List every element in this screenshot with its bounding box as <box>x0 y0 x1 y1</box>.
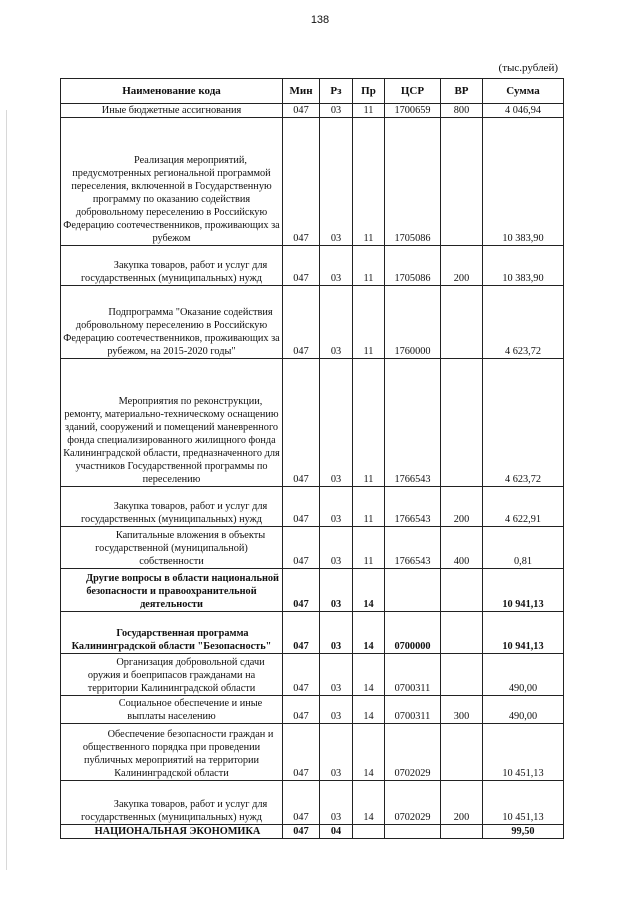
col-header-pr: Пр <box>353 79 385 104</box>
row-sum: 0,81 <box>483 527 564 569</box>
row-pr: 14 <box>353 724 385 781</box>
row-pr: 14 <box>353 612 385 654</box>
col-header-min: Мин <box>283 79 320 104</box>
row-rz: 03 <box>320 654 353 696</box>
row-pr: 11 <box>353 527 385 569</box>
row-name-cell <box>61 696 283 724</box>
row-csr: 0700311 <box>385 696 441 724</box>
row-min: 047 <box>283 246 320 286</box>
row-pr: 11 <box>353 487 385 527</box>
row-vr: 300 <box>441 696 483 724</box>
table-row <box>61 118 564 246</box>
row-sum: 10 383,90 <box>483 246 564 286</box>
table-row <box>61 781 564 825</box>
row-rz: 03 <box>320 569 353 612</box>
row-rz: 03 <box>320 487 353 527</box>
row-min: 047 <box>283 527 320 569</box>
row-name-cell <box>61 527 283 569</box>
row-vr <box>441 654 483 696</box>
row-pr <box>353 825 385 839</box>
row-vr <box>441 612 483 654</box>
col-header-sum: Сумма <box>483 79 564 104</box>
row-rz: 03 <box>320 724 353 781</box>
table-row <box>61 569 564 612</box>
row-vr: 200 <box>441 781 483 825</box>
row-pr: 11 <box>353 104 385 118</box>
row-sum: 4 623,72 <box>483 286 564 359</box>
units-label: (тыс.рублей) <box>498 62 558 74</box>
row-vr <box>441 569 483 612</box>
row-csr: 1766543 <box>385 359 441 487</box>
table-header-row <box>61 79 564 104</box>
row-min: 047 <box>283 696 320 724</box>
row-vr <box>441 286 483 359</box>
row-csr <box>385 569 441 612</box>
row-name: НАЦИОНАЛЬНАЯ ЭКОНОМИКА <box>94 826 261 837</box>
row-csr: 0700000 <box>385 612 441 654</box>
row-pr: 11 <box>353 118 385 246</box>
row-csr: 0700311 <box>385 654 441 696</box>
row-name-cell <box>61 612 283 654</box>
row-rz: 03 <box>320 286 353 359</box>
row-name-cell <box>61 825 283 839</box>
row-rz: 03 <box>320 104 353 118</box>
row-csr: 1766543 <box>385 527 441 569</box>
row-name: Другие вопросы в области национальной безопасности и правоохранительной деятельности <box>86 573 279 610</box>
row-pr: 14 <box>353 569 385 612</box>
scan-edge-line <box>6 110 7 870</box>
row-name: Закупка товаров, работ и услуг для государственных (муниципальных) нужд <box>81 260 268 284</box>
row-pr: 14 <box>353 781 385 825</box>
table-row <box>61 825 564 839</box>
row-sum: 99,50 <box>483 825 564 839</box>
row-vr <box>441 359 483 487</box>
page-number: 138 <box>310 14 330 26</box>
row-name: Подпрограмма "Оказание содействия добровольному переселению в Российскую Федерацию соотечественников, проживающих за рубежом, на 2015-2020 годы" <box>63 307 280 357</box>
row-csr: 1766543 <box>385 487 441 527</box>
row-csr: 1705086 <box>385 246 441 286</box>
col-header-rz: Рз <box>320 79 353 104</box>
row-min: 047 <box>283 612 320 654</box>
row-csr: 1760000 <box>385 286 441 359</box>
table-row <box>61 246 564 286</box>
table-row <box>61 696 564 724</box>
row-name: Иные бюджетные ассигнования <box>61 104 283 118</box>
row-name: Обеспечение безопасности граждан и общественного порядка при проведении публичных мероприятий на территории Калининградской области <box>82 729 274 779</box>
row-vr <box>441 825 483 839</box>
row-csr: 1705086 <box>385 118 441 246</box>
row-csr: 0702029 <box>385 724 441 781</box>
row-name: Закупка товаров, работ и услуг для государственных (муниципальных) нужд <box>81 501 268 525</box>
row-name-cell <box>61 359 283 487</box>
row-name-cell <box>61 118 283 246</box>
row-min: 047 <box>283 118 320 246</box>
row-sum: 10 383,90 <box>483 118 564 246</box>
row-sum: 490,00 <box>483 654 564 696</box>
row-min: 047 <box>283 569 320 612</box>
row-pr: 11 <box>353 286 385 359</box>
row-name-cell <box>61 487 283 527</box>
row-vr <box>441 724 483 781</box>
row-rz: 03 <box>320 781 353 825</box>
row-name-cell <box>61 286 283 359</box>
row-min: 047 <box>283 654 320 696</box>
row-name-cell <box>61 654 283 696</box>
row-pr: 11 <box>353 359 385 487</box>
row-min: 047 <box>283 104 320 118</box>
row-pr: 14 <box>353 654 385 696</box>
row-sum: 4 046,94 <box>483 104 564 118</box>
row-min: 047 <box>283 825 320 839</box>
row-rz: 03 <box>320 612 353 654</box>
row-name-cell <box>61 569 283 612</box>
row-vr: 200 <box>441 487 483 527</box>
row-name: Закупка товаров, работ и услуг для государственных (муниципальных) нужд <box>81 799 268 823</box>
table-row <box>61 724 564 781</box>
row-rz: 03 <box>320 118 353 246</box>
row-sum: 10 941,13 <box>483 569 564 612</box>
row-csr: 0702029 <box>385 781 441 825</box>
row-min: 047 <box>283 781 320 825</box>
row-rz: 03 <box>320 527 353 569</box>
row-sum: 10 451,13 <box>483 781 564 825</box>
table-row <box>61 527 564 569</box>
row-name: Социальное обеспечение и иные выплаты населению <box>118 698 263 722</box>
row-sum: 4 623,72 <box>483 359 564 487</box>
table-row <box>61 104 564 118</box>
row-min: 047 <box>283 286 320 359</box>
row-sum: 4 622,91 <box>483 487 564 527</box>
row-name-cell <box>61 246 283 286</box>
row-sum: 10 941,13 <box>483 612 564 654</box>
row-name: Реализация мероприятий, предусмотренных региональной программой переселения, включенной в Государственную программу по оказанию содействия добровольному переселению в Российскую Федерацию соотечественников, проживающих за рубежом <box>63 155 280 244</box>
row-vr: 200 <box>441 246 483 286</box>
table-row <box>61 286 564 359</box>
row-rz: 03 <box>320 696 353 724</box>
col-header-name: Наименование кода <box>61 79 283 104</box>
row-name: Государственная программа Калининградской области "Безопасность" <box>71 628 272 652</box>
row-name: Организация добровольной сдачи оружия и боеприпасов гражданами на территории Калининградской области <box>87 657 265 694</box>
budget-table <box>60 78 564 839</box>
row-csr: 1700659 <box>385 104 441 118</box>
col-header-vr: ВР <box>441 79 483 104</box>
row-rz: 04 <box>320 825 353 839</box>
row-min: 047 <box>283 359 320 487</box>
row-pr: 11 <box>353 246 385 286</box>
col-header-csr: ЦСР <box>385 79 441 104</box>
table-row <box>61 359 564 487</box>
table-row <box>61 612 564 654</box>
row-csr <box>385 825 441 839</box>
row-name-cell <box>61 724 283 781</box>
row-name: Мероприятия по реконструкции, ремонту, материально-техническому оснащению зданий, сооружений и помещений маневренного фонда специализированного жилищного фонда Калининградской области, предназначенного для участников Государственной программы по переселению <box>63 396 280 485</box>
row-rz: 03 <box>320 246 353 286</box>
row-vr <box>441 118 483 246</box>
table-row <box>61 487 564 527</box>
row-min: 047 <box>283 724 320 781</box>
row-name: Капитальные вложения в объекты государственной (муниципальной) собственности <box>95 530 266 567</box>
table-row <box>61 654 564 696</box>
row-name-cell <box>61 781 283 825</box>
row-rz: 03 <box>320 359 353 487</box>
row-sum: 490,00 <box>483 696 564 724</box>
row-pr: 14 <box>353 696 385 724</box>
row-min: 047 <box>283 487 320 527</box>
row-vr: 800 <box>441 104 483 118</box>
row-vr: 400 <box>441 527 483 569</box>
row-sum: 10 451,13 <box>483 724 564 781</box>
